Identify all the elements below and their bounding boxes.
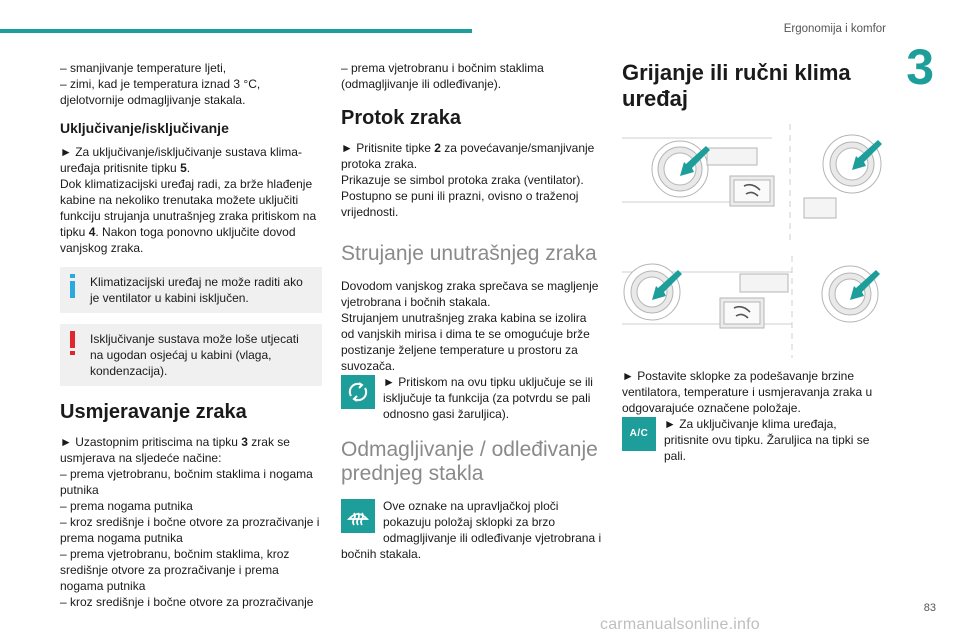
onoff-heading: Uključivanje/isključivanje <box>60 120 229 136</box>
direction-paragraph: ► Uzastopnim pritiscima na tipku 3 zrak se usmjerava na sljedeće načine: <box>60 435 290 465</box>
list-item: – prema nogama putnika <box>60 499 193 513</box>
header-accent-bar <box>0 29 472 33</box>
heating-heading: Grijanje ili ručni klima uređaj <box>622 60 851 111</box>
list-item: – smanjivanje temperature ljeti, <box>60 61 227 75</box>
list-item: – zimi, kad je temperatura iznad 3 °C, <box>60 77 261 91</box>
direction-heading: Usmjeravanje zraka <box>60 401 247 423</box>
warning-icon <box>68 330 78 358</box>
recirculation-paragraph-1: Dovodom vanjskog zraka sprečava se magljenje vjetrobrana i bočnih stakala. <box>341 279 599 309</box>
direction-list-continued: – prema vjetrobranu i bočnim staklima (odmagljivanje ili odleđivanje). <box>341 61 544 91</box>
flow-paragraph-3: Postupno se puni ili prazni, ovisno o traženoj vrijednosti. <box>341 189 579 219</box>
column-3 <box>622 60 884 464</box>
defrost-instruction <box>341 498 603 562</box>
flow-paragraph-2: Prikazuje se simbol protoka zraka (ventilator). <box>341 173 584 187</box>
info-note-text: Klimatizacijski uređaj ne može raditi ako je ventilator u kabini isključen. <box>90 275 303 305</box>
intro-list <box>60 60 322 108</box>
info-icon <box>68 273 78 301</box>
list-item: djelotvornije odmagljivanje stakala. <box>60 93 246 107</box>
control-panel-illustration <box>622 124 884 358</box>
recirculation-paragraph-3: ► Pritiskom na ovu tipku uključuje se ili isključuje ta funkcija (za potvrdu se pali odnosno gasi žaruljica). <box>383 375 593 421</box>
flow-heading: Protok zraka <box>341 107 462 129</box>
column-1 <box>60 60 322 610</box>
page-number: 83 <box>923 602 936 614</box>
recirculation-instruction <box>341 374 603 422</box>
defrost-paragraph: Ove oznake na upravljačkoj ploči pokazuju položaj sklopki za brzo odmagljivanje ili odleđivanje vjetrobrana i bočnih stakala. <box>341 499 602 561</box>
list-item: – kroz središnje i bočne otvore za prozračivanje <box>60 595 314 609</box>
warning-note <box>60 324 322 386</box>
ac-icon <box>622 417 656 451</box>
column-2 <box>341 60 603 562</box>
recirculation-paragraph-2: Strujanjem unutrašnjeg zraka kabina se izolira od vanjskih mirisa i dima te se omogućuje brže postizanje željene temperature u prostoru za suvozača. <box>341 311 590 373</box>
watermark: carmanualsonline.info <box>600 616 760 633</box>
list-item: – prema vjetrobranu, bočnim staklima i nogama putnika <box>60 467 313 497</box>
info-note <box>60 267 322 313</box>
heating-paragraph-1: ► Postavite sklopke za podešavanje brzine ventilatora, temperature i usmjeravanja zraka u odgovarajuće označene položaje. <box>622 369 873 415</box>
warning-note-text: Isključivanje sustava može loše utjecati na ugodan osjećaj u kabini (vlaga, kondenzacija). <box>90 332 299 378</box>
heating-paragraph-2: ► Za uključivanje klima uređaja, pritisnite ovu tipku. Žaruljica na tipki se pali. <box>664 417 870 463</box>
control-panel-svg <box>622 124 884 358</box>
chapter-number: 3 <box>906 39 934 95</box>
panel-top <box>622 124 881 244</box>
ac-icon-label: A/C <box>629 428 649 439</box>
direction-list <box>60 466 322 610</box>
onoff-paragraph-1: ► Za uključivanje/isključivanje sustava klima-uređaja pritisnite tipku 5. <box>60 145 302 175</box>
recirculation-heading: Strujanje unutrašnjeg zraka <box>341 242 597 265</box>
section-title: Ergonomija i komfor <box>783 23 886 35</box>
defrost-heading: Odmagljivanje / odleđivanje prednjeg stakla <box>341 438 598 485</box>
recirculation-icon <box>341 375 375 409</box>
list-item: – prema vjetrobranu, bočnim staklima, kroz središnje otvore za prozračivanje i prema nogama putnika <box>60 547 290 593</box>
list-item: – kroz središnje i bočne otvore za prozračivanje i prema nogama putnika <box>60 515 320 545</box>
ac-instruction <box>622 416 884 464</box>
onoff-paragraph-2: Dok klimatizacijski uređaj radi, za brže hlađenje kabine na nekoliko trenutaka možete uključiti funkciju strujanja unutrašnjeg zraka pritiskom na tipku 4. Nakon toga ponovno uključite dovod vanjskog zraka. <box>60 177 317 255</box>
panel-bottom <box>622 256 878 358</box>
flow-paragraph-1: ► Pritisnite tipke 2 za povećavanje/smanjivanje protoka zraka. <box>341 141 595 171</box>
windscreen-defrost-icon <box>341 499 375 533</box>
